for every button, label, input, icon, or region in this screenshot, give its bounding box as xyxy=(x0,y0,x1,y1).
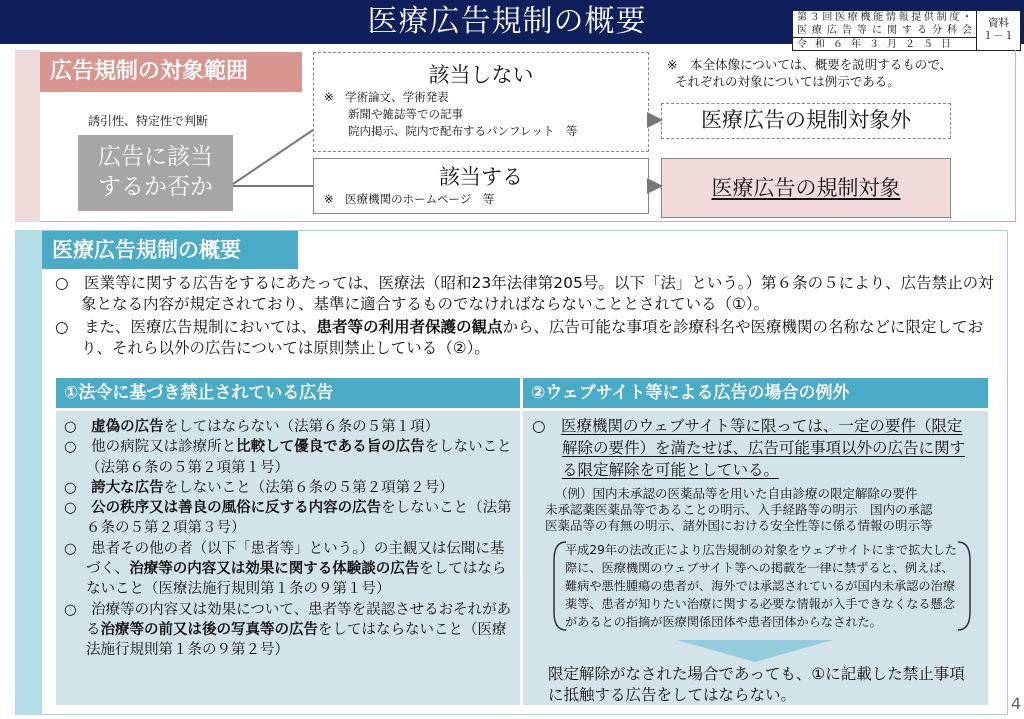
item-pre: ○ 治療等の内容又は効果について、患者等を誤認させるおそれがある xyxy=(64,601,512,638)
down-arrow-icon xyxy=(677,640,833,662)
scope-heading: 広告規制の対象範囲 xyxy=(40,52,302,92)
applicable-item: ※ 医療機関のホームページ 等 xyxy=(324,192,495,206)
overview-heading: 医療広告規制の概要 xyxy=(42,231,298,269)
bullet: ○ xyxy=(532,417,562,435)
not-applicable-title: 該当しない xyxy=(428,63,534,87)
scope-note-line2: それぞれの対象については例示である。 xyxy=(675,74,900,89)
prohibited-ads-heading: ①法令に基づき禁止されている広告 xyxy=(56,378,520,408)
document-number-box xyxy=(977,10,1021,51)
regulated-box xyxy=(661,158,951,218)
prohibited-item xyxy=(64,539,514,600)
document-label: 資料 xyxy=(988,17,1009,29)
prohibited-item xyxy=(64,437,514,478)
prohibited-item xyxy=(64,478,514,498)
para2-bold: 患者等の利用者保護の観点 xyxy=(316,318,503,336)
not-applicable-item: 新聞や雑誌等での記事 xyxy=(348,107,463,121)
meeting-name-line1: 第３回医療機能情報提供制度・ xyxy=(797,12,972,23)
item-post: をしないこと（法第６条の５第２項第１号） xyxy=(86,439,512,476)
judge-advertisement-box xyxy=(78,135,233,211)
item-bold: 治療等の内容又は効果に関する体験談の広告 xyxy=(129,561,420,578)
judge-criteria-label: 誘引性、特定性で判断 xyxy=(88,114,209,128)
para2-pre: ○ また、医療広告規制においては、 xyxy=(55,318,317,336)
item-pre: ○ xyxy=(64,500,92,517)
example-line2: 未承認薬医薬品等であることの明示、入手経路等の明示 国内の承認 xyxy=(545,502,933,517)
website-exception-text xyxy=(532,415,977,481)
not-applicable-item: ※ 学術論文、学術発表 xyxy=(324,90,449,104)
page-number: 4 xyxy=(1011,694,1022,713)
example-line1: （例）国内未承認の医薬品等を用いた自由診療の限定解除の要件 xyxy=(555,486,918,501)
overview-paragraph-1-text: ○ 医業等に関する広告をするにあたっては、医療法（昭和23年法律第205号。以下「法」という。）第６条の５により、広告禁止の対象となる内容が規定されており、基準に適合するものでなければならないこととされている（①）。 xyxy=(55,274,994,313)
exception-underlined-text: 医療機関のウェブサイト等に限っては、一定の要件（限定解除の要件）を満たせば、広告可能事項以外の広告に関する限定解除を可能としている。 xyxy=(561,417,966,479)
item-bold: 誇大な広告 xyxy=(91,479,164,496)
overview-paragraph-1 xyxy=(55,273,995,315)
prohibited-ads-list xyxy=(64,417,514,661)
outside-regulation-box: 医療広告の規制対象外 xyxy=(661,103,951,139)
item-bold: 治療等の前又は後の写真等の広告 xyxy=(100,621,318,638)
example-line3: 医薬品等の有無の明示、諸外国における安全性等に係る情報の明示等 xyxy=(545,518,933,533)
overview-paragraph-2-text xyxy=(55,317,995,359)
website-exception-heading: ②ウェブサイト等による広告の場合の例外 xyxy=(523,378,988,408)
item-post: をしないこと（法第６条の５第２項第３号） xyxy=(86,500,512,537)
meeting-info-box xyxy=(792,10,977,51)
overview-section-strip xyxy=(15,230,42,715)
not-applicable-box xyxy=(313,52,649,152)
prohibited-item xyxy=(64,498,514,539)
judge-line1: 広告に該当 xyxy=(98,144,213,170)
item-post: をしてはならないこと（医療法施行規則第１条の９第２号） xyxy=(86,621,507,659)
item-pre: ○ 患者その他の者（以下「患者等」という。）の主観又は伝聞に基づく、 xyxy=(64,540,505,578)
item-pre: ○ xyxy=(64,479,92,496)
example-block xyxy=(545,486,985,534)
meeting-name xyxy=(793,11,976,38)
overview-paragraph-2 xyxy=(55,317,995,359)
item-bold: 虚偽の広告 xyxy=(91,419,164,435)
website-exception-main xyxy=(532,415,977,481)
item-bold: 公の秩序又は善良の風俗に反する内容の広告 xyxy=(91,500,382,517)
item-post: をしてはならないこと（医療法施行規則第１条の９第１号） xyxy=(86,561,507,598)
meeting-name-line2: 医療広告等に関する分科会 xyxy=(797,24,972,36)
item-post: をしてはならない（法第６条の５第１項） xyxy=(163,419,440,435)
item-pre: ○ 他の病院又は診療所と xyxy=(64,439,237,456)
para2-post: から、広告可能な事項を診療科名や医療機関の名称などに限定しており、それら以外の広告については原則禁止している（②）。 xyxy=(81,318,984,357)
scope-note xyxy=(667,56,952,90)
background-note: 平成29年の法改正により広告規制の対象をウェブサイトにまで拡大した際に、医療機関のウェブサイト等への掲載を一律に禁ずると、例えば、難病や悪性腫瘍の患者が、海外では承認されているが国内未承認の治療薬等、患者が知りたい治療に関する必要な情報が入手できなくなる懸念があるとの指摘が医療関係団体や患者団体からなされた。 xyxy=(565,543,957,629)
prohibited-item xyxy=(64,417,514,437)
not-applicable-item: 院内掲示、院内で配布するパンフレット 等 xyxy=(348,124,578,138)
page-title: 医療広告規制の概要 xyxy=(367,4,647,39)
judge-line2: するか否か xyxy=(98,174,213,200)
conclusion-text: 限定解除がなされた場合であっても、①に記載した禁止事項に抵触する広告をしてはならない。 xyxy=(548,665,965,704)
meeting-date: 令和６年３月２５日 xyxy=(797,39,959,50)
prohibited-item xyxy=(64,600,514,661)
scope-note-line1: ※ 本全体像については、概要を説明するもので、 xyxy=(667,57,952,72)
item-bold: 比較して優良である旨の広告 xyxy=(236,439,425,456)
document-number: １－１ xyxy=(982,30,1015,42)
item-pre: ○ xyxy=(64,419,92,435)
scope-section-strip xyxy=(15,50,40,222)
applicable-title: 該当する xyxy=(439,165,523,189)
item-post: をしないこと（法第６条の５第２項第２号） xyxy=(163,479,454,496)
regulated-label: 医療広告の規制対象 xyxy=(711,176,901,200)
applicable-box xyxy=(313,158,649,214)
